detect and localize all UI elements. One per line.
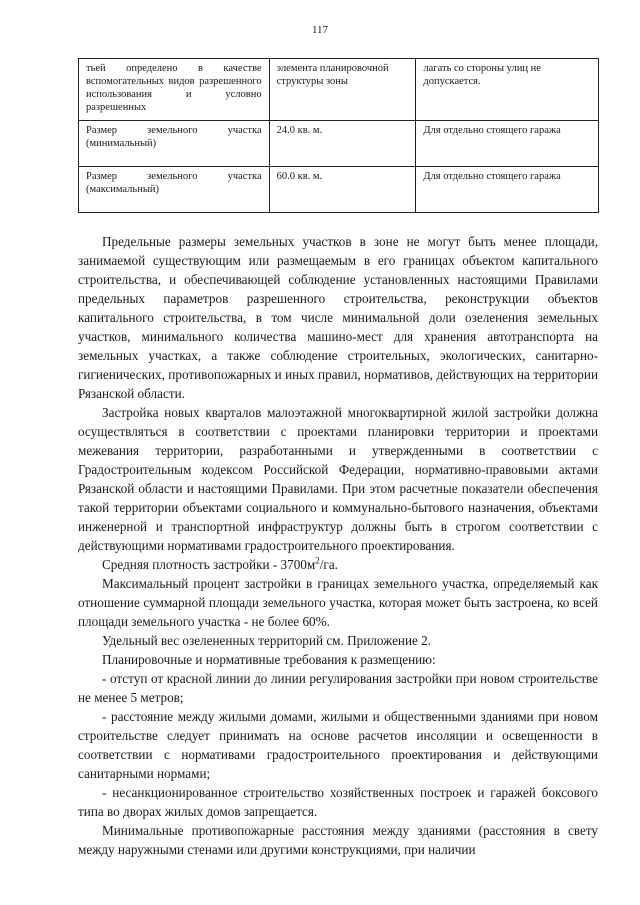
table-row — [79, 59, 599, 121]
table-cell: элемента планировочной структуры зоны — [269, 59, 416, 121]
page-number: 117 — [311, 24, 329, 36]
table-row — [79, 121, 599, 167]
table-cell: тьей определено в качестве вспомогательных видов разрешенного использования и условно разрешенных — [79, 59, 270, 121]
list-item: - несанкционированное строительство хозяйственных построек и гаражей боксового типа во дворах жилых домов запрещается. — [78, 785, 598, 819]
table-cell: Для отдельно стоящего гаража — [416, 121, 599, 167]
list-item: - отступ от красной линии до линии регулирования застройки при новом строительстве не менее 5 метров; — [78, 671, 598, 705]
paragraph: Минимальные противопожарные расстояния между зданиями (расстояния в свету между наружными стенами или другими конструкциями, при наличии — [78, 823, 598, 857]
density-unit: /га. — [319, 557, 338, 572]
table-cell: Размер земельного участка (максимальный) — [79, 167, 270, 213]
table-cell: Для отдельно стоящего гаража — [416, 167, 599, 213]
table-cell: 24.0 кв. м. — [269, 121, 416, 167]
density-text: Средняя плотность застройки - 3700м — [102, 557, 316, 572]
table-row — [79, 167, 599, 213]
density-superscript: 2 — [315, 555, 320, 566]
paragraph: Планировочные и нормативные требования к размещению: — [102, 652, 436, 667]
paragraph: Застройка новых кварталов малоэтажной многоквартирной жилой застройки должна осуществляться в соответствии с проектами планировки территории и проектами межевания территории, разработанными и утвержденными в соответствии с Градостроительным кодексом Российской Федерации, нормативно-правовыми актами Рязанской области и настоящими Правилами. При этом расчетные показатели обеспечения такой территории объектами социального и коммунально-бытового назначения, объектами инженерной и транспортной инфраструктур должны быть в строгом соответствии с действующими нормативами градостроительного проектирования. — [78, 405, 598, 553]
table-cell: 60.0 кв. м. — [269, 167, 416, 213]
list-item: - расстояние между жилыми домами, жилыми и общественными зданиями при новом строительстве следует принимать на основе расчетов инсоляции и освещенности в соответствии с нормативами градостроительного проектирования и действующими санитарными нормами; — [78, 709, 598, 781]
paragraph: Максимальный процент застройки в границах земельного участка, определяемый как отношение суммарной площади земельного участка, которая может быть застроена, ко всей площади земельного участка - не более 60%. — [78, 576, 598, 629]
paragraph: Удельный вес озелененных территорий см. Приложение 2. — [102, 633, 432, 648]
paragraph: Предельные размеры земельных участков в зоне не могут быть менее площади, занимаемой существующим или размещаемым в его границах объектом капитального строительства, и обеспечивающей соблюдение установленных настоящими Правилами предельных параметров разрешенного строительства, реконструкции объектов капитального строительства, в том числе минимальной доли озеленения земельных участков, минимального количества машино-мест для хранения автотранспорта на земельных участках, а также соблюдение строительных, экологических, санитарно-гигиенических, противопожарных и иных правил, нормативов, действующих на территории Рязанской области. — [78, 234, 598, 401]
density-paragraph — [78, 555, 598, 574]
body-text — [78, 232, 598, 859]
table-cell: лагать со стороны улиц не допускается. — [416, 59, 599, 121]
requirements-table — [78, 58, 599, 213]
table-cell: Размер земельного участка (минимальный) — [79, 121, 270, 167]
